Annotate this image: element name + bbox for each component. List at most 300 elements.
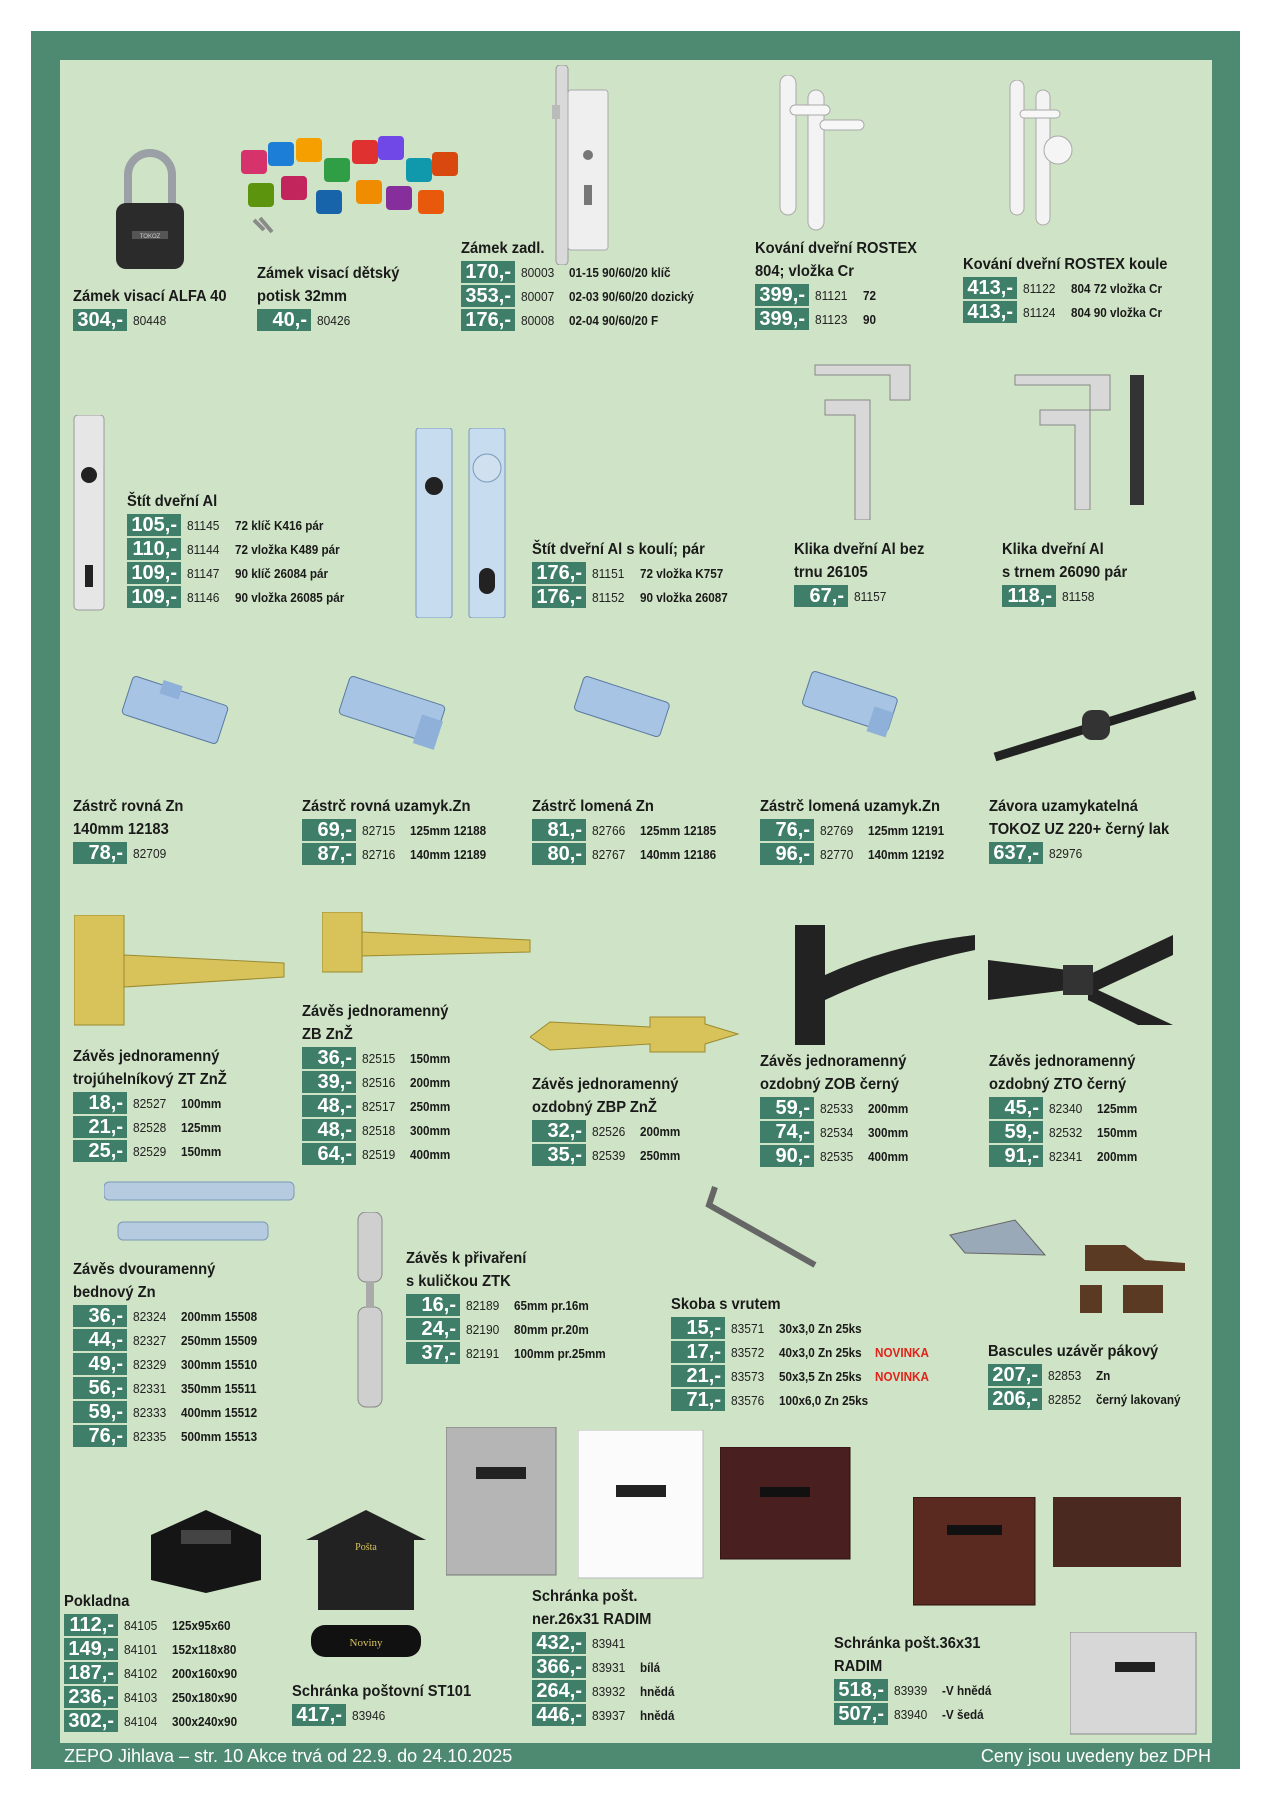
product-code: 82190 bbox=[466, 1321, 500, 1337]
mailbox-radim36-brown-image bbox=[913, 1497, 1037, 1607]
price-badge: 417,- bbox=[292, 1704, 346, 1726]
product-code: 82853 bbox=[1048, 1367, 1082, 1383]
product-p19 bbox=[989, 1050, 1148, 1168]
price-row bbox=[671, 1388, 935, 1412]
product-variant: 804 90 vložka Cr bbox=[1071, 304, 1163, 320]
price-badge: 413,- bbox=[963, 301, 1017, 323]
price-badge: 264,- bbox=[532, 1680, 586, 1702]
product-variant: hnědá bbox=[640, 1683, 675, 1699]
price-row bbox=[532, 1631, 678, 1655]
price-badge: 170,- bbox=[461, 261, 515, 283]
hinge-zto-image bbox=[988, 930, 1178, 1030]
hook-screw-image bbox=[705, 1185, 825, 1275]
product-code: 83571 bbox=[731, 1320, 765, 1336]
product-p9 bbox=[1002, 538, 1138, 608]
price-row bbox=[73, 1400, 266, 1424]
product-p25 bbox=[292, 1680, 487, 1727]
product-code: 81152 bbox=[592, 589, 625, 605]
product-code: 82535 bbox=[820, 1148, 854, 1164]
product-variant: 140mm 12186 bbox=[640, 846, 717, 862]
product-code: 82532 bbox=[1049, 1124, 1083, 1140]
price-badge: 78,- bbox=[73, 842, 127, 864]
price-row bbox=[461, 284, 708, 308]
price-badge: 366,- bbox=[532, 1656, 586, 1678]
product-code: 82766 bbox=[592, 822, 626, 838]
product-p20 bbox=[73, 1258, 266, 1448]
product-code: 80003 bbox=[521, 264, 555, 280]
price-badge: 18,- bbox=[73, 1092, 127, 1114]
product-title: Závěs k přivaření bbox=[406, 1250, 527, 1267]
product-code: 82533 bbox=[820, 1100, 854, 1116]
product-variant: 500mm 15513 bbox=[181, 1428, 258, 1444]
price-badge: 76,- bbox=[73, 1425, 127, 1447]
product-variant: 02-03 90/60/20 dozický bbox=[569, 288, 694, 304]
price-badge: 110,- bbox=[127, 538, 181, 560]
price-badge: 112,- bbox=[64, 1614, 118, 1636]
padlock-image bbox=[110, 145, 190, 275]
padlock-brand-text: TOKOZ bbox=[139, 234, 161, 240]
price-row bbox=[532, 585, 738, 609]
price-badge: 74,- bbox=[760, 1121, 814, 1143]
product-variant: -V hnědá bbox=[942, 1682, 992, 1698]
product-code: 83931 bbox=[592, 1659, 626, 1675]
price-row bbox=[73, 1139, 240, 1163]
price-row bbox=[64, 1709, 244, 1733]
product-p22 bbox=[671, 1293, 935, 1412]
price-badge: 36,- bbox=[302, 1047, 356, 1069]
price-row bbox=[532, 842, 725, 866]
price-row bbox=[64, 1637, 244, 1661]
product-code: 84102 bbox=[124, 1665, 158, 1681]
product-variant: 90 bbox=[863, 311, 877, 327]
price-row bbox=[671, 1340, 935, 1364]
product-variant: 125mm 12185 bbox=[640, 822, 717, 838]
product-title: Závěs jednoramenný bbox=[989, 1053, 1136, 1070]
price-row bbox=[532, 1703, 678, 1727]
product-code: 83572 bbox=[731, 1344, 765, 1360]
price-row bbox=[73, 1376, 266, 1400]
product-code: 83939 bbox=[894, 1682, 928, 1698]
product-code: 82518 bbox=[362, 1122, 396, 1138]
product-variant: 300mm bbox=[410, 1122, 451, 1138]
product-variant: 200x160x90 bbox=[172, 1665, 238, 1681]
product-p11 bbox=[302, 795, 495, 866]
price-badge: 59,- bbox=[760, 1097, 814, 1119]
product-p1 bbox=[73, 285, 240, 332]
price-badge: 91,- bbox=[989, 1145, 1043, 1167]
price-row bbox=[532, 1679, 678, 1703]
product-variant: 125mm 12188 bbox=[410, 822, 487, 838]
price-badge: 446,- bbox=[532, 1704, 586, 1726]
product-code: 81124 bbox=[1023, 304, 1056, 320]
product-title: 804; vložka Cr bbox=[755, 263, 855, 280]
price-row bbox=[989, 1144, 1148, 1168]
product-title: Zámek visací dětský bbox=[257, 265, 400, 282]
mailbox-radim-steel-image bbox=[446, 1427, 558, 1577]
product-variant: 200mm bbox=[640, 1123, 681, 1139]
product-variant: 90 klíč 26084 pár bbox=[235, 565, 329, 581]
hinge-zob-image bbox=[790, 925, 980, 1045]
product-code: 82770 bbox=[820, 846, 854, 862]
door-plate-image bbox=[72, 415, 108, 615]
product-variant: 125mm bbox=[181, 1119, 222, 1135]
price-row bbox=[532, 1143, 691, 1167]
product-title: Zámek zadl. bbox=[461, 240, 545, 257]
product-variant: 200mm 15508 bbox=[181, 1308, 258, 1324]
price-row bbox=[127, 513, 356, 537]
product-code: 80448 bbox=[133, 312, 167, 328]
price-row bbox=[671, 1364, 935, 1388]
price-row bbox=[257, 308, 412, 332]
product-variant: 72 bbox=[863, 287, 877, 303]
price-row bbox=[834, 1702, 997, 1726]
product-code: 82534 bbox=[820, 1124, 854, 1140]
product-p7 bbox=[532, 538, 738, 609]
product-title: Závěs jednoramenný bbox=[73, 1048, 220, 1065]
hinge-triangle-image bbox=[74, 915, 289, 1035]
product-code: 82331 bbox=[133, 1380, 167, 1396]
product-variant: 400mm bbox=[410, 1146, 451, 1162]
kids-padlocks-image bbox=[236, 128, 466, 248]
product-code: 81145 bbox=[187, 517, 220, 533]
product-p13 bbox=[760, 795, 956, 866]
footer-left-text: ZEPO Jihlava – str. 10 Akce trvá od 22.9. do 24.10.2025 bbox=[64, 1746, 513, 1766]
price-row bbox=[302, 842, 495, 866]
product-variant: Zn bbox=[1096, 1367, 1111, 1383]
cash-box-image bbox=[146, 1495, 266, 1595]
product-title: s kuličkou ZTK bbox=[406, 1273, 511, 1290]
product-p4 bbox=[755, 237, 931, 331]
price-badge: 81,- bbox=[532, 819, 586, 841]
product-variant: 125mm bbox=[1097, 1100, 1138, 1116]
product-code: 81144 bbox=[187, 541, 220, 557]
product-code: 82716 bbox=[362, 846, 396, 862]
price-row bbox=[406, 1317, 616, 1341]
price-badge: 25,- bbox=[73, 1140, 127, 1162]
product-code: 81122 bbox=[1023, 280, 1056, 296]
product-code: 82539 bbox=[592, 1147, 626, 1163]
product-title: trnu 26105 bbox=[794, 564, 868, 581]
price-row bbox=[406, 1341, 616, 1365]
price-row bbox=[127, 585, 356, 609]
price-badge: 399,- bbox=[755, 284, 809, 306]
product-code: 82516 bbox=[362, 1074, 396, 1090]
product-variant: 140mm 12192 bbox=[868, 846, 945, 862]
price-row bbox=[963, 276, 1185, 300]
price-row bbox=[302, 818, 495, 842]
product-code: 82976 bbox=[1049, 845, 1083, 861]
product-code: 80007 bbox=[521, 288, 555, 304]
barrier-bar-image bbox=[990, 685, 1200, 765]
product-p18 bbox=[760, 1050, 919, 1168]
product-title: Zástrč lomená uzamyk.Zn bbox=[760, 798, 940, 815]
product-variant: 100mm pr.25mm bbox=[514, 1345, 606, 1361]
product-title: Schránka poštovní ST101 bbox=[292, 1683, 472, 1700]
price-row bbox=[302, 1046, 461, 1070]
product-code: 82327 bbox=[133, 1332, 167, 1348]
product-title: ner.26x31 RADIM bbox=[532, 1611, 652, 1628]
product-variant: bílá bbox=[640, 1659, 661, 1675]
product-title: Schránka pošt.36x31 bbox=[834, 1635, 981, 1652]
price-badge: 37,- bbox=[406, 1342, 460, 1364]
product-title: Štít dveřní Al s koulí; pár bbox=[532, 541, 705, 558]
mailbox-radim36-slot-image bbox=[1053, 1497, 1183, 1569]
hinge-double-image bbox=[104, 1180, 300, 1245]
product-code: 82529 bbox=[133, 1143, 167, 1159]
product-variant: 152x118x80 bbox=[172, 1641, 237, 1657]
product-p2 bbox=[257, 262, 412, 332]
product-p10 bbox=[73, 795, 193, 865]
product-p26 bbox=[532, 1585, 678, 1727]
product-variant: 804 72 vložka Cr bbox=[1071, 280, 1163, 296]
product-code: 84101 bbox=[124, 1641, 158, 1657]
price-badge: 48,- bbox=[302, 1095, 356, 1117]
price-badge: 353,- bbox=[461, 285, 515, 307]
product-title: Závora uzamykatelná bbox=[989, 798, 1138, 815]
price-badge: 35,- bbox=[532, 1144, 586, 1166]
product-p21 bbox=[406, 1247, 616, 1365]
price-row bbox=[760, 1096, 919, 1120]
product-variant: 50x3,5 Zn 25ks bbox=[779, 1368, 862, 1384]
product-code: 83932 bbox=[592, 1683, 626, 1699]
product-p23 bbox=[988, 1340, 1190, 1411]
product-code: 81123 bbox=[815, 311, 848, 327]
product-p24 bbox=[64, 1590, 244, 1733]
product-code: 83576 bbox=[731, 1392, 765, 1408]
price-badge: 149,- bbox=[64, 1638, 118, 1660]
product-variant: 40x3,0 Zn 25ks bbox=[779, 1344, 862, 1360]
product-title: Závěs jednoramenný bbox=[532, 1076, 679, 1093]
price-badge: 207,- bbox=[988, 1364, 1042, 1386]
price-badge: 206,- bbox=[988, 1388, 1042, 1410]
product-variant: 250x180x90 bbox=[172, 1689, 238, 1705]
price-badge: 71,- bbox=[671, 1389, 725, 1411]
price-row bbox=[461, 260, 708, 284]
product-code: 82528 bbox=[133, 1119, 167, 1135]
novinka-badge: NOVINKA bbox=[874, 1344, 929, 1360]
price-row bbox=[73, 1328, 266, 1352]
price-row bbox=[302, 1142, 461, 1166]
lever-latch-image bbox=[945, 1175, 1195, 1325]
price-row bbox=[532, 561, 738, 585]
product-p5 bbox=[963, 253, 1185, 324]
product-code: 84104 bbox=[124, 1713, 158, 1729]
price-badge: 109,- bbox=[127, 562, 181, 584]
hinge-zb-image bbox=[322, 912, 532, 982]
product-variant: 250mm 15509 bbox=[181, 1332, 258, 1348]
price-row bbox=[988, 1387, 1190, 1411]
product-variant: 300mm bbox=[868, 1124, 909, 1140]
price-row bbox=[988, 1363, 1190, 1387]
price-row bbox=[73, 841, 193, 865]
price-row bbox=[760, 842, 956, 866]
product-p27 bbox=[834, 1632, 997, 1726]
product-variant: 125mm 12191 bbox=[868, 822, 945, 838]
price-row bbox=[1002, 584, 1138, 608]
product-title: TOKOZ UZ 220+ černý lak bbox=[989, 821, 1170, 838]
product-variant: 72 vložka K489 pár bbox=[235, 541, 340, 557]
price-badge: 80,- bbox=[532, 843, 586, 865]
price-badge: 176,- bbox=[461, 309, 515, 331]
price-row bbox=[73, 308, 240, 332]
product-title: s trnem 26090 pár bbox=[1002, 564, 1128, 581]
product-variant: 400mm bbox=[868, 1148, 909, 1164]
product-variant: 72 vložka K757 bbox=[640, 565, 724, 581]
hinge-zbp-image bbox=[530, 1012, 740, 1062]
product-variant: 30x3,0 Zn 25ks bbox=[779, 1320, 862, 1336]
product-title: Zástrč lomená Zn bbox=[532, 798, 654, 815]
price-badge: 176,- bbox=[532, 562, 586, 584]
product-variant: 250mm bbox=[640, 1147, 681, 1163]
product-title: Závěs jednoramenný bbox=[302, 1003, 449, 1020]
product-code: 83573 bbox=[731, 1368, 765, 1384]
product-title: Kování dveřní ROSTEX bbox=[755, 240, 917, 257]
price-row bbox=[755, 307, 931, 331]
product-variant: 300x240x90 bbox=[172, 1713, 238, 1729]
product-title: Závěs dvouramenný bbox=[73, 1261, 216, 1278]
price-row bbox=[302, 1118, 461, 1142]
door-plate-knob-image bbox=[414, 428, 524, 618]
price-badge: 109,- bbox=[127, 586, 181, 608]
product-variant: hnědá bbox=[640, 1707, 675, 1723]
price-badge: 518,- bbox=[834, 1679, 888, 1701]
product-code: 81121 bbox=[815, 287, 848, 303]
price-row bbox=[292, 1703, 487, 1727]
product-p15 bbox=[73, 1045, 240, 1163]
price-badge: 302,- bbox=[64, 1710, 118, 1732]
price-row bbox=[989, 1120, 1148, 1144]
product-variant: 200mm bbox=[410, 1074, 451, 1090]
product-variant: 300mm 15510 bbox=[181, 1356, 258, 1372]
price-row bbox=[671, 1316, 935, 1340]
product-title: Skoba s vrutem bbox=[671, 1296, 781, 1313]
product-title: Kování dveřní ROSTEX koule bbox=[963, 256, 1168, 273]
novinka-badge: NOVINKA bbox=[874, 1368, 929, 1384]
price-row bbox=[64, 1661, 244, 1685]
product-code: 82341 bbox=[1049, 1148, 1083, 1164]
price-badge: 17,- bbox=[671, 1341, 725, 1363]
price-badge: 432,- bbox=[532, 1632, 586, 1654]
product-code: 82333 bbox=[133, 1404, 167, 1420]
bolt-angled-image bbox=[566, 675, 686, 755]
price-row bbox=[461, 308, 708, 332]
product-title: potisk 32mm bbox=[257, 288, 347, 305]
price-badge: 21,- bbox=[671, 1365, 725, 1387]
product-code: 82709 bbox=[133, 845, 167, 861]
price-row bbox=[302, 1070, 461, 1094]
product-code: 83941 bbox=[592, 1635, 626, 1651]
price-badge: 44,- bbox=[73, 1329, 127, 1351]
mailbox-post-label: Pošta bbox=[355, 1542, 377, 1553]
product-code: 82191 bbox=[466, 1345, 500, 1361]
product-p3 bbox=[461, 237, 708, 332]
price-badge: 59,- bbox=[73, 1401, 127, 1423]
price-row bbox=[73, 1304, 266, 1328]
mailbox-st101-image bbox=[306, 1510, 426, 1660]
lever-handle-image bbox=[810, 360, 940, 520]
price-row bbox=[406, 1293, 616, 1317]
price-row bbox=[73, 1091, 240, 1115]
product-title: ozdobný ZTO černý bbox=[989, 1076, 1127, 1093]
product-variant: 125x95x60 bbox=[172, 1617, 231, 1633]
product-code: 82715 bbox=[362, 822, 396, 838]
product-title: Štít dveřní Al bbox=[127, 493, 218, 510]
price-badge: 64,- bbox=[302, 1143, 356, 1165]
product-code: 82335 bbox=[133, 1428, 167, 1444]
mailbox-roll-label: Noviny bbox=[349, 1637, 383, 1649]
product-p14 bbox=[989, 795, 1185, 865]
product-code: 81147 bbox=[187, 565, 220, 581]
product-variant: 90 vložka 26085 pár bbox=[235, 589, 345, 605]
product-code: 82329 bbox=[133, 1356, 167, 1372]
price-badge: 24,- bbox=[406, 1318, 460, 1340]
price-badge: 48,- bbox=[302, 1119, 356, 1141]
product-title: ZB ZnŽ bbox=[302, 1026, 353, 1043]
price-row bbox=[532, 1655, 678, 1679]
product-variant: 350mm 15511 bbox=[181, 1380, 257, 1396]
product-variant: 400mm 15512 bbox=[181, 1404, 258, 1420]
mortise-lock-image bbox=[552, 65, 612, 265]
price-row bbox=[73, 1424, 266, 1448]
product-title: Schránka pošt. bbox=[532, 1588, 638, 1605]
product-variant: 80mm pr.20m bbox=[514, 1321, 589, 1337]
product-code: 82189 bbox=[466, 1297, 500, 1313]
bolt-angled-lockable-image bbox=[794, 670, 914, 750]
price-row bbox=[989, 841, 1185, 865]
product-title: Bascules uzávěr pákový bbox=[988, 1343, 1159, 1360]
product-variant: 150mm bbox=[181, 1143, 222, 1159]
product-code: 80008 bbox=[521, 312, 555, 328]
product-code: 82769 bbox=[820, 822, 854, 838]
mailbox-radim36-grey-image bbox=[1070, 1632, 1200, 1737]
product-title: Závěs jednoramenný bbox=[760, 1053, 907, 1070]
product-variant: 200mm bbox=[868, 1100, 909, 1116]
price-row bbox=[760, 1144, 919, 1168]
price-badge: 118,- bbox=[1002, 585, 1056, 607]
product-code: 84103 bbox=[124, 1689, 158, 1705]
product-variant: 200mm bbox=[1097, 1148, 1138, 1164]
price-row bbox=[963, 300, 1185, 324]
price-row bbox=[532, 818, 725, 842]
mailbox-radim-white-image bbox=[578, 1430, 706, 1580]
price-badge: 105,- bbox=[127, 514, 181, 536]
price-badge: 15,- bbox=[671, 1317, 725, 1339]
product-title: bednový Zn bbox=[73, 1284, 156, 1301]
mailbox-radim-brown-image bbox=[720, 1447, 852, 1562]
door-knob-rostex-image bbox=[1008, 80, 1088, 230]
product-title: ozdobný ZBP ZnŽ bbox=[532, 1099, 657, 1116]
price-row bbox=[755, 283, 931, 307]
product-variant: 65mm pr.16m bbox=[514, 1297, 589, 1313]
product-code: 81157 bbox=[854, 588, 887, 604]
product-variant: 150mm bbox=[410, 1050, 451, 1066]
product-variant: -V šedá bbox=[942, 1706, 984, 1722]
product-variant: 100mm bbox=[181, 1095, 222, 1111]
product-code: 82526 bbox=[592, 1123, 626, 1139]
bolt-straight-image bbox=[115, 675, 245, 755]
product-code: 83937 bbox=[592, 1707, 626, 1723]
price-badge: 399,- bbox=[755, 308, 809, 330]
weld-hinge-image bbox=[354, 1212, 388, 1412]
product-code: 84105 bbox=[124, 1617, 158, 1633]
price-row bbox=[794, 584, 936, 608]
price-row bbox=[73, 1352, 266, 1376]
price-badge: 304,- bbox=[73, 309, 127, 331]
price-row bbox=[834, 1678, 997, 1702]
product-code: 82340 bbox=[1049, 1100, 1083, 1116]
product-variant: 150mm bbox=[1097, 1124, 1138, 1140]
price-badge: 90,- bbox=[760, 1145, 814, 1167]
